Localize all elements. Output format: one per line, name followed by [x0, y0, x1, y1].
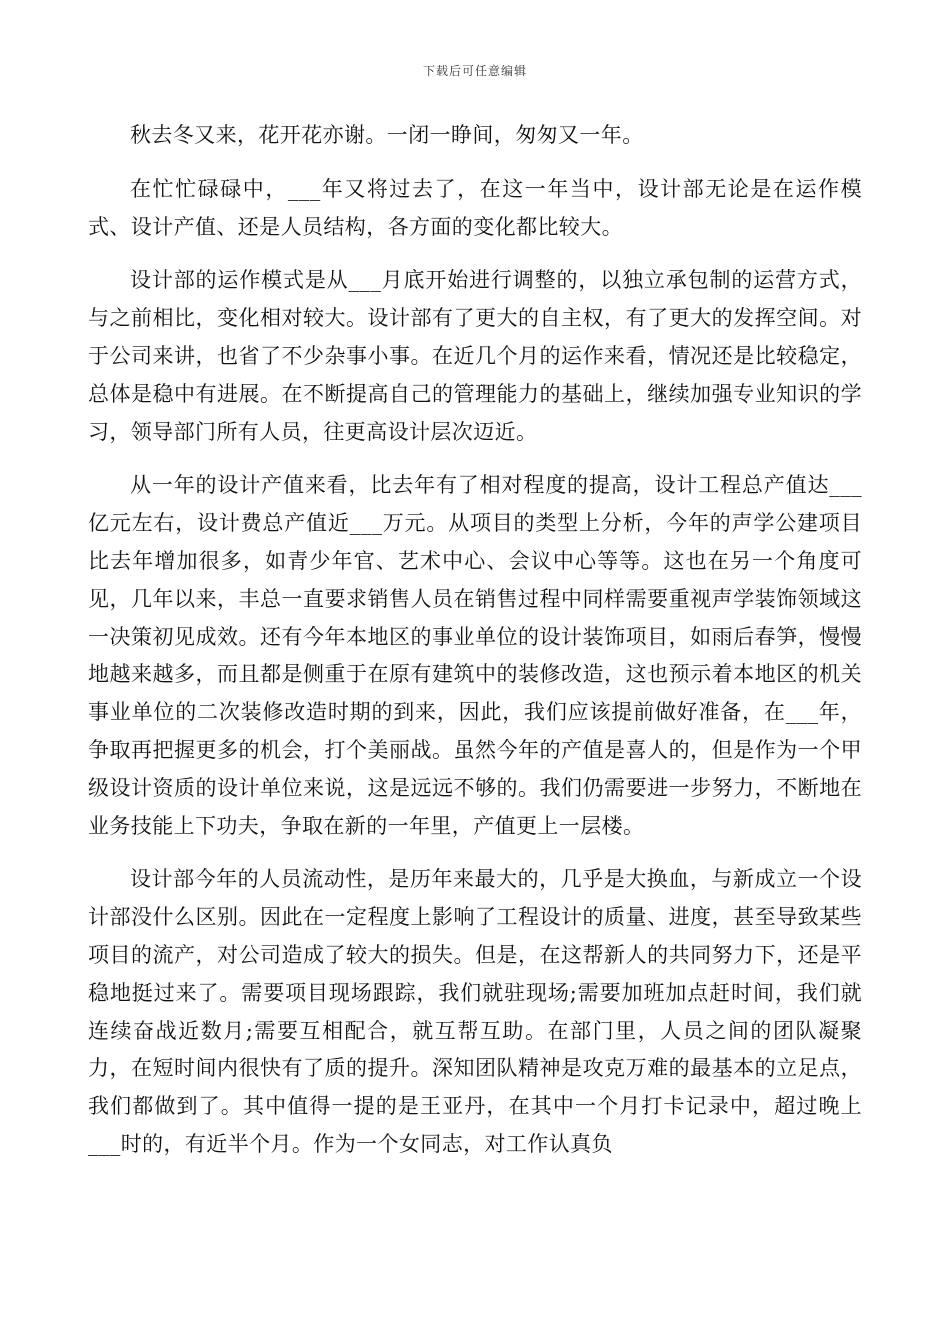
document-body — [88, 117, 862, 1180]
paragraph: 从一年的设计产值来看，比去年有了相对程度的提高，设计工程总产值达___亿元左右，设计费总产值近___万元。从项目的类型上分析，今年的声学公建项目比去年增加很多，如青少年官、艺术中心、会议中心等等。这也在另一个角度可见，几年以来，丰总一直要求销售人员在销售过程中同样需要重视声学装饰领域这一决策初见成效。还有今年本地区的事业单位的设计装饰项目，如雨后春笋，慢慢地越来越多，而且都是侧重于在原有建筑中的装修改造，这也预示着本地区的机关事业单位的二次装修改造时期的到来，因此，我们应该提前做好准备，在___年，争取再把握更多的机会，打个美丽战。虽然今年的产值是喜人的，但是作为一个甲级设计资质的设计单位来说，这是远远不够的。我们仍需要进一步努力，不断地在业务技能上下功夫，争取在新的一年里，产值更上一层楼。 — [88, 473, 862, 838]
page-header-note: 下载后可任意编辑 — [422, 64, 527, 78]
paragraph: 设计部的运作模式是从___月底开始进行调整的，以独立承包制的运营方式，与之前相比，变化相对较大。设计部有了更大的自主权，有了更大的发挥空间。对于公司来讲，也省了不少杂事小事。在近几个月的运作来看，情况还是比较稳定，总体是稳中有进展。在不断提高自己的管理能力的基础上，继续加强专业知识的学习，领导部门所有人员，往更高设计层次迈近。 — [88, 268, 862, 444]
paragraph: 秋去冬又来，花开花亦谢。一闭一睁间，匆匆又一年。 — [130, 123, 644, 147]
paragraph: 设计部今年的人员流动性，是历年来最大的，几乎是大换血，与新成立一个设计部没什么区别。因此在一定程度上影响了工程设计的质量、进度，甚至导致某些项目的流产，对公司造成了较大的损失。但是，在这帮新人的共同努力下，还是平稳地挺过来了。需要项目现场跟踪，我们就驻现场;需要加班加点赶时间，我们就连续奋战近数月;需要互相配合，就互帮互助。在部门里，人员之间的团队凝聚力，在短时间内很快有了质的提升。深知团队精神是攻克万难的最基本的立足点，我们都做到了。其中值得一提的是王亚丹，在其中一个月打卡记录中，超过晚上___时的，有近半个月。作为一个女同志，对工作认真负 — [88, 867, 862, 1156]
paragraph: 在忙忙碌碌中，___年又将过去了，在这一年当中，设计部无论是在运作模式、设计产值、还是人员结构，各方面的变化都比较大。 — [88, 176, 862, 239]
